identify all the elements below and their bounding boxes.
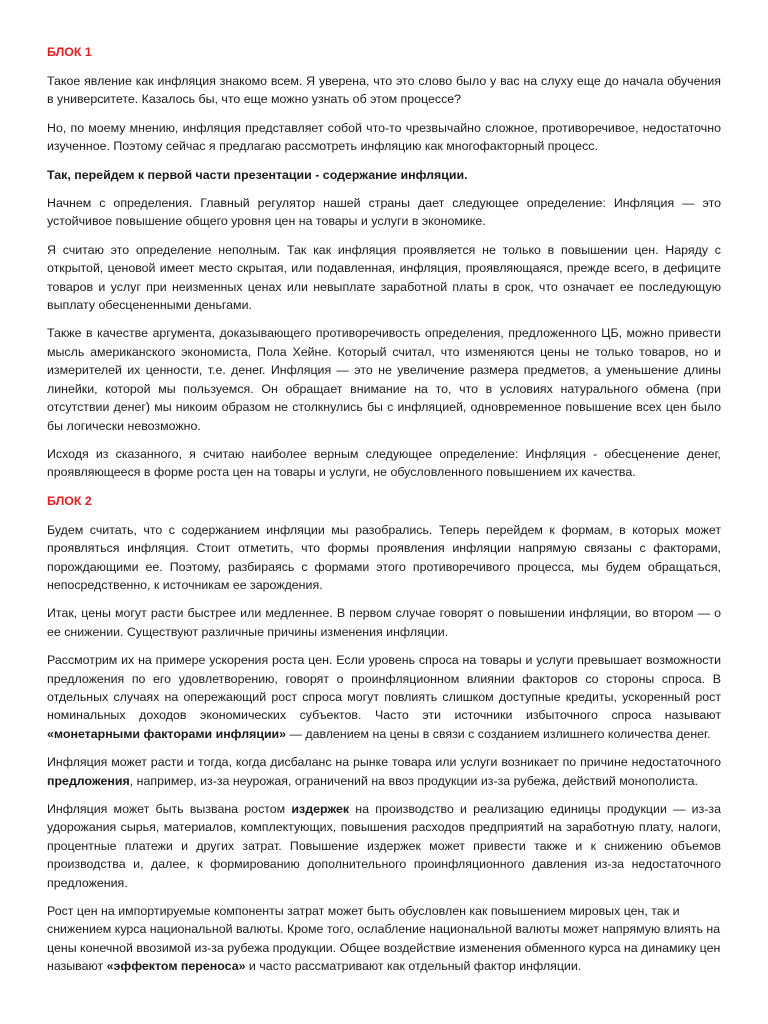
block-2-paragraph-4 [47, 753, 721, 790]
block-2-p5-text-b: на производство и реализацию единицы продукции — из-за удорожания сырья, материалов, комплектующих, повышения расходов предприятий на заработную плату, налоги, процентные платежи и других затрат. Повышение издержек может привести также и к снижению объемов производства и, далее, к формированию дополнительного проинфляционного давления из-за недостаточного предложения. [47, 802, 721, 890]
block-1-paragraph-6: Также в качестве аргумента, доказывающего противоречивость определения, предложенного ЦБ, можно привести мысль американского экономиста, Пола Хейне. Который считал, что изменяются цены не только товаров, но и измерителей их ценности, т.е. денег. Инфляция — это не увеличение размера предметов, а уменьшение длины линейки, которой мы пользуемся. Он обращает внимание на то, что в условиях натурального обмена (при отсутствии денег) мы никоим образом не столкнулись бы с инфляцией, одновременное повышение всех цен было бы логически невозможно. [47, 326, 721, 433]
block-2-paragraph-3 [47, 651, 721, 743]
block-2-p4-text-b: , например, из-за неурожая, ограничений на ввоз продукции из-за рубежа, действий монополиста. [129, 773, 698, 788]
block-2-paragraph-1: Будем считать, что с содержанием инфляции мы разобрались. Теперь перейдем к формам, в которых может проявляться инфляция. Стоит отметить, что формы проявления инфляции напрямую связаны с факторами, порождающими ее. Поэтому, разбираясь с формами этого противоречивого процесса, мы будем обращаться, непосредственно, к источникам ее зарождения. [47, 522, 721, 592]
block-2-p5-text-a: Инфляция может быть вызвана ростом [47, 802, 292, 816]
block-1-paragraph-5: Я считаю это определение неполным. Так как инфляция проявляется не только в повышении цен. Наряду с открытой, ценовой имеет место скрытая, или подавленная, инфляция, проявляющаяся, прежде всего, в дефиците товаров и услуг при неизменных ценах или невыплате заработной платы в срок, что означает ее последующую выплату обесцененными деньгами. [47, 242, 721, 313]
block-1-heading: БЛОК 1 [47, 45, 92, 59]
block-1-paragraph-3 [47, 166, 721, 184]
block-2-paragraph-2: Итак, цены могут расти быстрее или медленнее. В первом случае говорят о повышении инфляции, во втором — о ее снижении. Существуют различные причины изменения инфляции. [47, 606, 721, 639]
block-2-paragraph-6 [47, 902, 721, 976]
block-2-p4-text-a: Инфляция может расти и тогда, когда дисбаланс на рынке товара или услуги возникает по причине недостаточного [47, 755, 721, 770]
block-2-p3-text-a: Рассмотрим их на примере ускорения роста цен. Если уровень спроса на товары и услуги превышает возможности предложения по его удовлетворению, говорят о проинфляционном влиянии факторов со стороны спроса. В отдельных случаях на опережающий рост спроса могут повлиять слишком доступные кредиты, ускоренный рост номинальных доходов экономических субъектов. Часто эти источники избыточного спроса называют [47, 653, 721, 723]
block-1-paragraph-4: Начнем с определения. Главный регулятор нашей страны дает следующее определение: Инфляция — это устойчивое повышение общего уровня цен на товары и услуги в экономике. [47, 196, 721, 229]
block-2-p6-text-a: Рост цен на импортируемые компоненты затрат может быть обусловлен как повышением мировых цен, так и снижением курса национальной валюты. Кроме того, ослабление национальной валюты может напрямую влиять на цены конечной ввозимой из-за рубежа продукции. Общее воздействие изменения обменного курса на динамику цен называют [47, 904, 721, 974]
block-2-heading: БЛОК 2 [47, 493, 92, 508]
block-2-p3-text-b: — давлением на цены в связи с созданием излишнего количества денег. [286, 726, 711, 741]
block-1-paragraph-2: Но, по моему мнению, инфляция представляет собой что-то чрезвычайно сложное, противоречивое, недостаточно изученное. Поэтому сейчас я предлагаю рассмотреть инфляцию как многофакторный процесс. [47, 120, 721, 154]
block-1-bold-statement: Так, перейдем к первой части презентации - содержание инфляции. [47, 167, 468, 182]
block-2-paragraph-5 [47, 800, 721, 892]
block-2-p4-bold: предложения [47, 773, 130, 788]
block-2-p3-bold: «монетарными факторами инфляции» [47, 726, 287, 741]
block-1-paragraph-1: Такое явление как инфляция знакомо всем. Я уверена, что это слово было у вас на слуху еще до начала обучения в университете. Казалось бы, что еще можно узнать об этом процессе? [47, 74, 721, 107]
block-2-p6-text-b: и часто рассматривают как отдельный фактор инфляции. [245, 959, 582, 974]
block-1-paragraph-7: Исходя из сказанного, я считаю наиболее верным следующее определение: Инфляция - обесценение денег, проявляющееся в форме роста цен на товары и услуги, не обусловленного повышением их качества. [47, 446, 721, 480]
block-2-p6-bold: «эффектом переноса» [106, 959, 246, 974]
block-2-p5-bold: издержек [291, 802, 350, 816]
